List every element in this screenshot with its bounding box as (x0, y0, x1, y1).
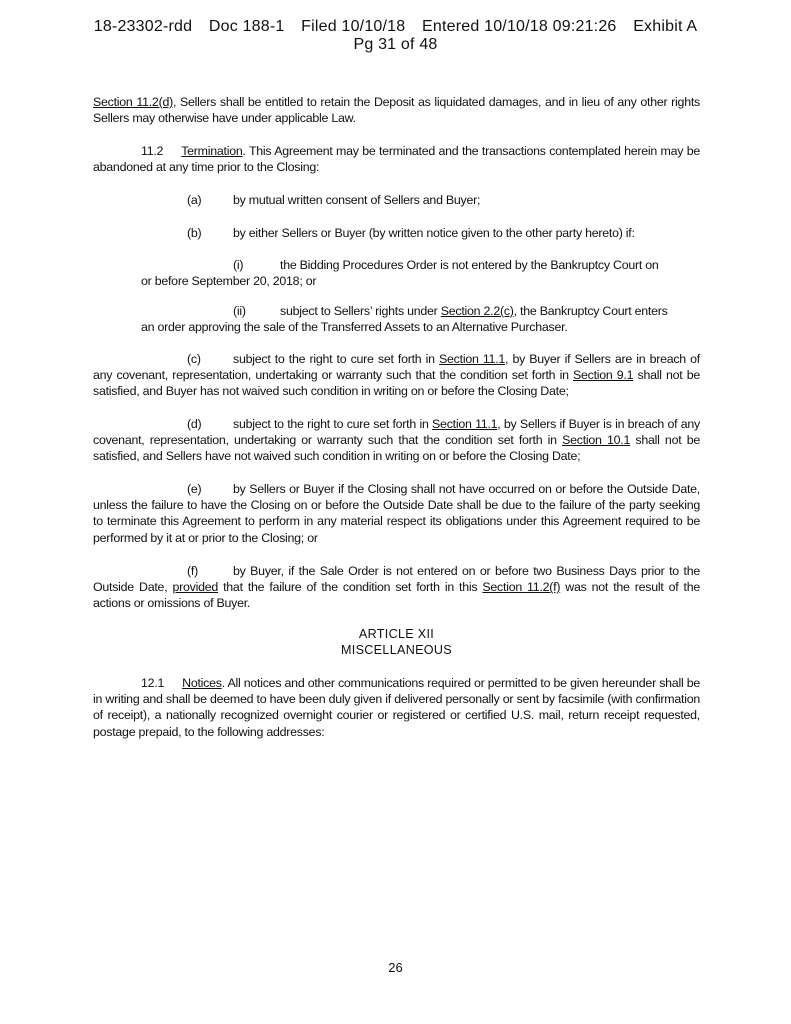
section-ref: Section 10.1 (562, 433, 631, 448)
intro-paragraph (93, 94, 700, 126)
section-heading: Notices (182, 676, 222, 690)
section-text: . All notices and other communications required or permitted to be given hereunder shall be in writing and shall be deemed to have been duly given if delivered personally or sent by facsimile (with confirmation of receipt), a nationally recognized overnight courier or registered or certified U.S. mail, return receipt requested, postage prepaid, to the following addresses: (93, 676, 700, 739)
filing-header (0, 18, 791, 54)
clause-number: (c) (187, 352, 201, 366)
clause-number: (a) (187, 193, 202, 207)
section-heading: Termination (181, 144, 243, 158)
entered-date: Entered 10/10/18 09:21:26 (422, 18, 617, 35)
section-ref: Section 9.1 (572, 368, 634, 383)
filed-date: Filed 10/10/18 (301, 18, 406, 35)
clause-number: (ii) (233, 304, 246, 318)
clause-text-pre: subject to Sellers’ rights under (280, 304, 441, 318)
clause-text-rest: or before September 20, 2018; or (141, 274, 317, 289)
clause-text: by either Sellers or Buyer (by written notice given to the other party hereto) if: (233, 226, 635, 240)
clause-number: (d) (187, 417, 202, 431)
section-ref: Section 11.1 (439, 352, 506, 366)
clause-number: (e) (187, 482, 202, 496)
section-11-2 (93, 143, 700, 175)
intro-text: , Sellers shall be entitled to retain the Deposit as liquidated damages, and in lieu of any other rights Sellers may otherwise have under applicable Law. (93, 95, 700, 126)
clause-text: by mutual written consent of Sellers and Buyer; (233, 193, 481, 207)
clause-text-post: shall not be satisfied, and Buyer has not waived such condition in writing on or before the Closing Date; (93, 368, 701, 399)
clause-d (93, 416, 700, 465)
clause-text-mid: that the failure of the condition set forth in this (218, 580, 483, 595)
doc-number: Doc 188-1 (208, 18, 285, 35)
clause-b-ii (141, 303, 700, 335)
clause-number: (i) (233, 258, 244, 272)
clause-number: (b) (187, 226, 202, 240)
clause-text-pre: by Buyer, if the Sale Order is not entered on or before two Business Days prior to the Outside Date, (93, 564, 700, 595)
clause-text: by Sellers or Buyer if the Closing shall not have occurred on or before the Outside Date, unless the failure to have the Closing on or before the Outside Date shall be due to the failure of the party seeking to terminate this Agreement to perform in any material respect its obligations under this Agreement required to be performed by it at or prior to the Closing; or (93, 482, 700, 545)
page-of-total: Pg 31 of 48 (353, 36, 438, 53)
section-number: 12.1 (141, 676, 165, 690)
section-ref: Section 11.2(d) (93, 95, 173, 109)
clause-text-first: the Bidding Procedures Order is not entered by the Bankruptcy Court on (280, 258, 659, 272)
clause-text-pre: subject to the right to cure set forth in (233, 417, 433, 431)
section-ref: Section 11.1 (432, 417, 498, 431)
section-number: 11.2 (141, 144, 164, 158)
article-number: ARTICLE XII (358, 627, 435, 641)
clause-b-i (141, 257, 700, 289)
case-number: 18-23302-rdd (93, 18, 193, 35)
clause-text-mid: , by Buyer if Sellers are in breach of any covenant, representation, undertaking or warranty such that the condition set forth in (93, 352, 701, 383)
page-number: 26 (388, 960, 403, 975)
article-title: MISCELLANEOUS (341, 643, 452, 657)
clause-b (93, 225, 700, 241)
section-ref: Section 2.2(c) (440, 304, 514, 318)
clause-f (93, 563, 700, 612)
clause-text-post: shall not be satisfied, and Sellers have not waived such condition in writing on or before the Closing Date; (93, 433, 700, 464)
clause-text-pre: subject to the right to cure set forth in (233, 352, 440, 366)
clause-c (93, 351, 700, 400)
section-ref: Section 11.2(f) (482, 580, 561, 595)
clause-text-mid: , by Sellers if Buyer is in breach of any covenant, representation, undertaking or warranty such that the condition set forth in (93, 417, 700, 448)
clause-a (93, 192, 700, 208)
clause-text-rest: an order approving the sale of the Transferred Assets to an Alternative Purchaser. (141, 320, 568, 335)
clause-text-post: , the Bankruptcy Court enters (513, 304, 668, 318)
clause-number: (f) (187, 564, 198, 578)
exhibit-label: Exhibit A (633, 18, 698, 35)
clause-e (93, 481, 700, 546)
filing-header-line-1 (0, 18, 791, 36)
article-heading (93, 626, 700, 658)
clause-text-post: was not the result of the actions or omissions of Buyer. (93, 580, 701, 611)
section-text: . This Agreement may be terminated and the transactions contemplated herein may be abandoned at any time prior to the Closing: (93, 144, 700, 175)
provided-term: provided (172, 580, 219, 595)
section-12-1 (93, 675, 700, 740)
